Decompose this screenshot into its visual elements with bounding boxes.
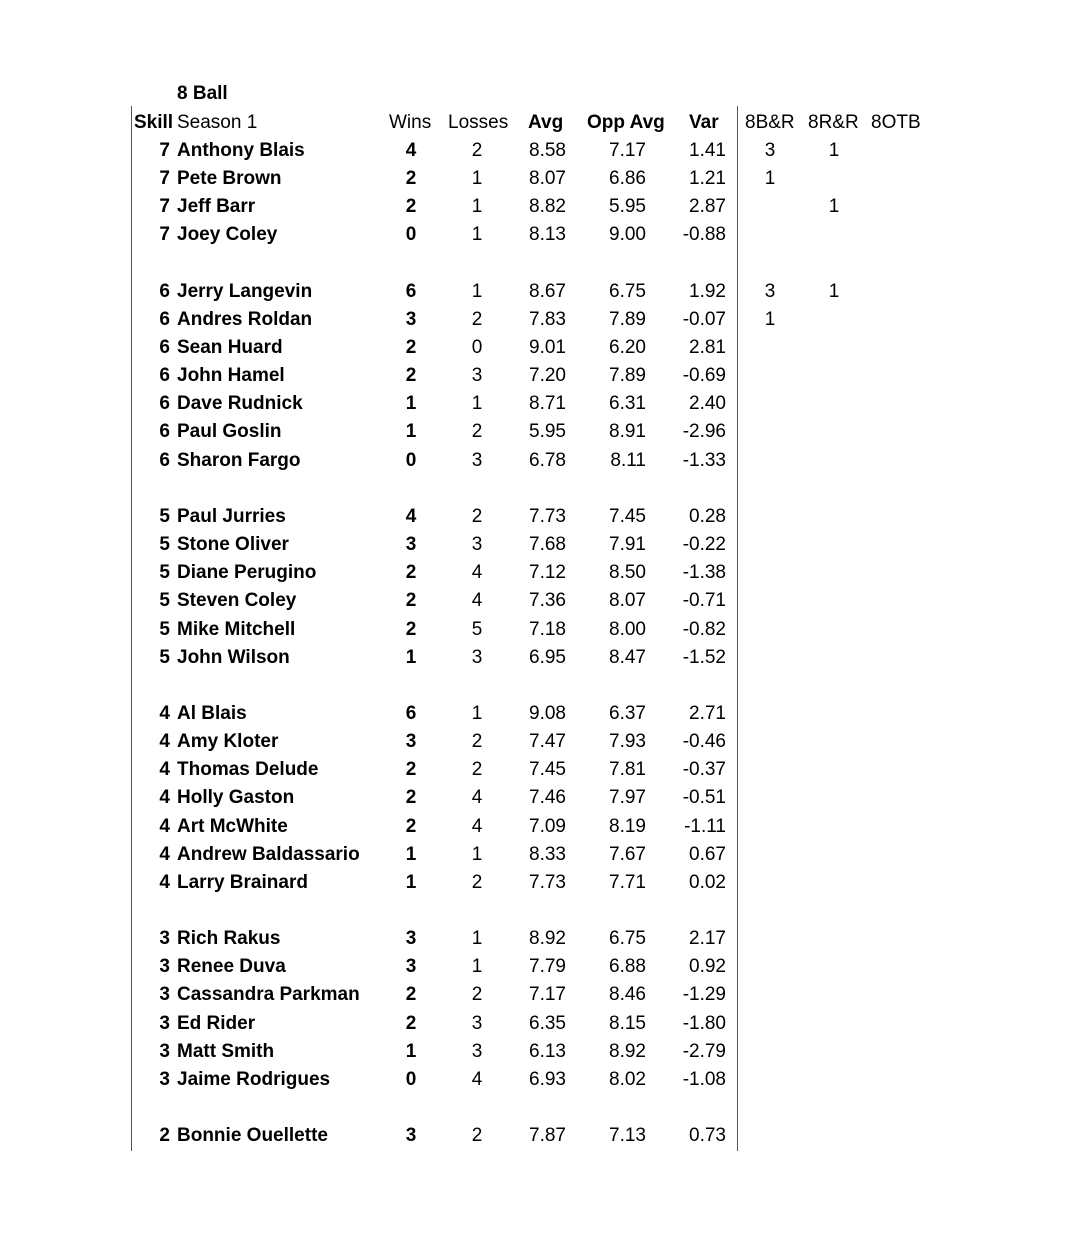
br-value: 3	[764, 140, 776, 161]
player-name: Jeff Barr	[177, 196, 256, 217]
player-name: Rich Rakus	[177, 928, 281, 949]
skill-level: 7	[159, 196, 170, 217]
player-name: Andres Roldan	[177, 309, 313, 330]
wins-value: 6	[405, 703, 417, 724]
player-name: Andrew Baldassario	[177, 844, 360, 865]
losses-value: 3	[471, 1041, 483, 1062]
wins-value: 2	[405, 365, 417, 386]
losses-value: 1	[471, 928, 483, 949]
wins-value: 3	[405, 928, 417, 949]
losses-value: 1	[471, 196, 483, 217]
player-name: Joey Coley	[177, 224, 278, 245]
br-value: 3	[764, 281, 776, 302]
avg-value: 8.07	[529, 168, 566, 189]
opp-avg-value: 7.71	[609, 872, 646, 893]
avg-value: 9.08	[529, 703, 566, 724]
var-value: -1.38	[682, 562, 726, 583]
skill-level: 5	[159, 534, 170, 555]
opp-avg-value: 7.17	[609, 140, 646, 161]
wins-value: 0	[405, 1069, 417, 1090]
var-value: 1.92	[689, 281, 726, 302]
wins-value: 3	[405, 1125, 417, 1146]
header-opp-avg: Opp Avg	[587, 112, 665, 133]
skill-level: 7	[159, 168, 170, 189]
avg-value: 8.33	[529, 844, 566, 865]
losses-value: 2	[471, 506, 483, 527]
wins-value: 1	[405, 421, 417, 442]
var-value: -0.07	[682, 309, 726, 330]
opp-avg-value: 8.02	[609, 1069, 646, 1090]
player-name: Ed Rider	[177, 1013, 256, 1034]
avg-value: 7.09	[529, 816, 566, 837]
skill-level: 6	[159, 281, 170, 302]
skill-level: 3	[159, 984, 170, 1005]
losses-value: 4	[471, 816, 483, 837]
opp-avg-value: 7.97	[609, 787, 646, 808]
br-value: 1	[764, 168, 776, 189]
skill-level: 3	[159, 1041, 170, 1062]
var-value: -1.33	[682, 450, 726, 471]
player-name: Art McWhite	[177, 816, 288, 837]
player-name: Steven Coley	[177, 590, 297, 611]
wins-value: 0	[405, 224, 417, 245]
opp-avg-value: 8.07	[609, 590, 646, 611]
wins-value: 2	[405, 337, 417, 358]
losses-value: 4	[471, 787, 483, 808]
player-name: Cassandra Parkman	[177, 984, 360, 1005]
skill-level: 3	[159, 1069, 170, 1090]
opp-avg-value: 7.81	[609, 759, 646, 780]
losses-value: 4	[471, 1069, 483, 1090]
var-value: 0.92	[689, 956, 726, 977]
var-value: -1.52	[682, 647, 726, 668]
avg-value: 7.45	[529, 759, 566, 780]
left-divider	[131, 106, 132, 1151]
wins-value: 3	[405, 956, 417, 977]
skill-level: 6	[159, 365, 170, 386]
player-name: Amy Kloter	[177, 731, 279, 752]
page-title: 8 Ball	[177, 83, 228, 104]
skill-level: 6	[159, 309, 170, 330]
opp-avg-value: 8.92	[609, 1041, 646, 1062]
losses-value: 1	[471, 703, 483, 724]
opp-avg-value: 8.11	[610, 450, 646, 471]
losses-value: 3	[471, 647, 483, 668]
var-value: -1.29	[682, 984, 726, 1005]
losses-value: 2	[471, 309, 483, 330]
avg-value: 6.93	[529, 1069, 566, 1090]
wins-value: 2	[405, 168, 417, 189]
rr-value: 1	[828, 196, 840, 217]
avg-value: 8.71	[529, 393, 566, 414]
losses-value: 4	[471, 562, 483, 583]
var-value: -2.79	[682, 1041, 726, 1062]
losses-value: 2	[471, 1125, 483, 1146]
opp-avg-value: 9.00	[609, 224, 646, 245]
opp-avg-value: 6.75	[609, 281, 646, 302]
player-name: Mike Mitchell	[177, 619, 296, 640]
avg-value: 7.20	[529, 365, 566, 386]
player-name: Anthony Blais	[177, 140, 305, 161]
player-name: Stone Oliver	[177, 534, 289, 555]
avg-value: 7.18	[529, 619, 566, 640]
skill-level: 5	[159, 647, 170, 668]
wins-value: 1	[405, 393, 417, 414]
br-value: 1	[764, 309, 776, 330]
opp-avg-value: 7.91	[609, 534, 646, 555]
var-value: -0.82	[682, 619, 726, 640]
losses-value: 1	[471, 168, 483, 189]
var-value: 1.21	[689, 168, 726, 189]
opp-avg-value: 8.19	[609, 816, 646, 837]
opp-avg-value: 6.37	[609, 703, 646, 724]
player-name: Pete Brown	[177, 168, 282, 189]
var-value: 1.41	[689, 140, 726, 161]
opp-avg-value: 6.31	[609, 393, 646, 414]
avg-value: 7.17	[529, 984, 566, 1005]
wins-value: 3	[405, 731, 417, 752]
losses-value: 2	[471, 421, 483, 442]
opp-avg-value: 7.89	[609, 365, 646, 386]
var-divider	[737, 106, 738, 1151]
header-avg: Avg	[528, 112, 564, 133]
losses-value: 2	[471, 984, 483, 1005]
avg-value: 8.58	[529, 140, 566, 161]
player-name: John Wilson	[177, 647, 290, 668]
losses-value: 3	[471, 534, 483, 555]
var-value: 2.71	[689, 703, 726, 724]
wins-value: 1	[405, 872, 417, 893]
avg-value: 7.73	[529, 506, 566, 527]
player-name: Holly Gaston	[177, 787, 295, 808]
losses-value: 1	[471, 393, 483, 414]
skill-level: 4	[159, 703, 170, 724]
skill-level: 5	[159, 506, 170, 527]
skill-level: 4	[159, 816, 170, 837]
avg-value: 5.95	[529, 421, 566, 442]
var-value: -0.69	[682, 365, 726, 386]
avg-value: 8.92	[529, 928, 566, 949]
player-name: Dave Rudnick	[177, 393, 303, 414]
skill-level: 4	[159, 787, 170, 808]
header-8r-run: 8R&R	[808, 112, 859, 133]
skill-level: 7	[159, 224, 170, 245]
var-value: -0.46	[682, 731, 726, 752]
skill-level: 4	[159, 844, 170, 865]
opp-avg-value: 8.47	[609, 647, 646, 668]
losses-value: 3	[471, 365, 483, 386]
skill-level: 3	[159, 956, 170, 977]
avg-value: 9.01	[529, 337, 566, 358]
player-name: Paul Jurries	[177, 506, 286, 527]
opp-avg-value: 8.46	[609, 984, 646, 1005]
opp-avg-value: 6.20	[609, 337, 646, 358]
player-name: Larry Brainard	[177, 872, 308, 893]
avg-value: 8.67	[529, 281, 566, 302]
var-value: 0.73	[689, 1125, 726, 1146]
header-8b-run: 8B&R	[745, 112, 795, 133]
player-name: Jerry Langevin	[177, 281, 313, 302]
wins-value: 2	[405, 196, 417, 217]
var-value: -1.80	[682, 1013, 726, 1034]
wins-value: 2	[405, 1013, 417, 1034]
wins-value: 2	[405, 759, 417, 780]
avg-value: 6.35	[529, 1013, 566, 1034]
var-value: -0.51	[682, 787, 726, 808]
skill-level: 4	[159, 759, 170, 780]
avg-value: 7.46	[529, 787, 566, 808]
var-value: 0.67	[689, 844, 726, 865]
skill-level: 3	[159, 1013, 170, 1034]
avg-value: 6.95	[529, 647, 566, 668]
skill-level: 6	[159, 393, 170, 414]
skill-level: 6	[159, 450, 170, 471]
var-value: -1.11	[684, 816, 726, 837]
losses-value: 2	[471, 140, 483, 161]
var-value: 0.02	[689, 872, 726, 893]
avg-value: 7.12	[529, 562, 566, 583]
wins-value: 1	[405, 844, 417, 865]
player-name: Al Blais	[177, 703, 247, 724]
var-value: 2.17	[689, 928, 726, 949]
avg-value: 7.47	[529, 731, 566, 752]
opp-avg-value: 7.45	[609, 506, 646, 527]
opp-avg-value: 7.67	[609, 844, 646, 865]
skill-level: 5	[159, 562, 170, 583]
losses-value: 1	[471, 281, 483, 302]
wins-value: 2	[405, 562, 417, 583]
wins-value: 3	[405, 309, 417, 330]
player-name: Renee Duva	[177, 956, 286, 977]
opp-avg-value: 7.93	[609, 731, 646, 752]
avg-value: 6.13	[529, 1041, 566, 1062]
losses-value: 2	[471, 872, 483, 893]
skill-level: 3	[159, 928, 170, 949]
player-name: Sharon Fargo	[177, 450, 301, 471]
var-value: -0.22	[682, 534, 726, 555]
avg-value: 7.36	[529, 590, 566, 611]
header-var: Var	[689, 112, 719, 133]
wins-value: 2	[405, 787, 417, 808]
wins-value: 6	[405, 281, 417, 302]
avg-value: 6.78	[529, 450, 566, 471]
player-name: Thomas Delude	[177, 759, 319, 780]
skill-level: 6	[159, 421, 170, 442]
header-season: Season 1	[177, 112, 258, 133]
avg-value: 8.13	[529, 224, 566, 245]
avg-value: 8.82	[529, 196, 566, 217]
opp-avg-value: 6.88	[609, 956, 646, 977]
var-value: -0.88	[682, 224, 726, 245]
skill-level: 2	[159, 1125, 170, 1146]
losses-value: 1	[471, 956, 483, 977]
skill-level: 6	[159, 337, 170, 358]
var-value: -1.08	[682, 1069, 726, 1090]
wins-value: 2	[405, 590, 417, 611]
opp-avg-value: 6.86	[609, 168, 646, 189]
avg-value: 7.79	[529, 956, 566, 977]
rr-value: 1	[828, 140, 840, 161]
rr-value: 1	[828, 281, 840, 302]
wins-value: 1	[405, 1041, 417, 1062]
opp-avg-value: 8.15	[609, 1013, 646, 1034]
losses-value: 0	[471, 337, 483, 358]
opp-avg-value: 8.00	[609, 619, 646, 640]
losses-value: 1	[471, 844, 483, 865]
player-name: John Hamel	[177, 365, 285, 386]
avg-value: 7.73	[529, 872, 566, 893]
wins-value: 2	[405, 619, 417, 640]
losses-value: 5	[471, 619, 483, 640]
avg-value: 7.83	[529, 309, 566, 330]
opp-avg-value: 7.89	[609, 309, 646, 330]
header-losses: Losses	[448, 112, 509, 133]
player-name: Diane Perugino	[177, 562, 317, 583]
losses-value: 2	[471, 731, 483, 752]
var-value: -0.71	[682, 590, 726, 611]
var-value: 0.28	[689, 506, 726, 527]
losses-value: 3	[471, 1013, 483, 1034]
var-value: 2.40	[689, 393, 726, 414]
wins-value: 3	[405, 534, 417, 555]
skill-level: 4	[159, 872, 170, 893]
player-name: Bonnie Ouellette	[177, 1125, 328, 1146]
player-name: Matt Smith	[177, 1041, 275, 1062]
wins-value: 4	[405, 140, 417, 161]
opp-avg-value: 8.50	[609, 562, 646, 583]
player-name: Sean Huard	[177, 337, 283, 358]
losses-value: 4	[471, 590, 483, 611]
skill-level: 4	[159, 731, 170, 752]
wins-value: 2	[405, 984, 417, 1005]
wins-value: 2	[405, 816, 417, 837]
opp-avg-value: 5.95	[609, 196, 646, 217]
opp-avg-value: 7.13	[609, 1125, 646, 1146]
skill-level: 5	[159, 590, 170, 611]
header-skill: Skill	[134, 112, 174, 133]
skill-level: 7	[159, 140, 170, 161]
opp-avg-value: 6.75	[609, 928, 646, 949]
header-wins: Wins	[389, 112, 432, 133]
skill-level: 5	[159, 619, 170, 640]
var-value: -2.96	[682, 421, 726, 442]
player-name: Paul Goslin	[177, 421, 282, 442]
var-value: 2.81	[689, 337, 726, 358]
header-8otb: 8OTB	[871, 112, 921, 133]
var-value: -0.37	[682, 759, 726, 780]
wins-value: 0	[405, 450, 417, 471]
var-value: 2.87	[689, 196, 726, 217]
losses-value: 3	[471, 450, 483, 471]
avg-value: 7.68	[529, 534, 566, 555]
wins-value: 1	[405, 647, 417, 668]
avg-value: 7.87	[529, 1125, 566, 1146]
losses-value: 2	[471, 759, 483, 780]
wins-value: 4	[405, 506, 417, 527]
player-name: Jaime Rodrigues	[177, 1069, 331, 1090]
opp-avg-value: 8.91	[609, 421, 646, 442]
losses-value: 1	[471, 224, 483, 245]
